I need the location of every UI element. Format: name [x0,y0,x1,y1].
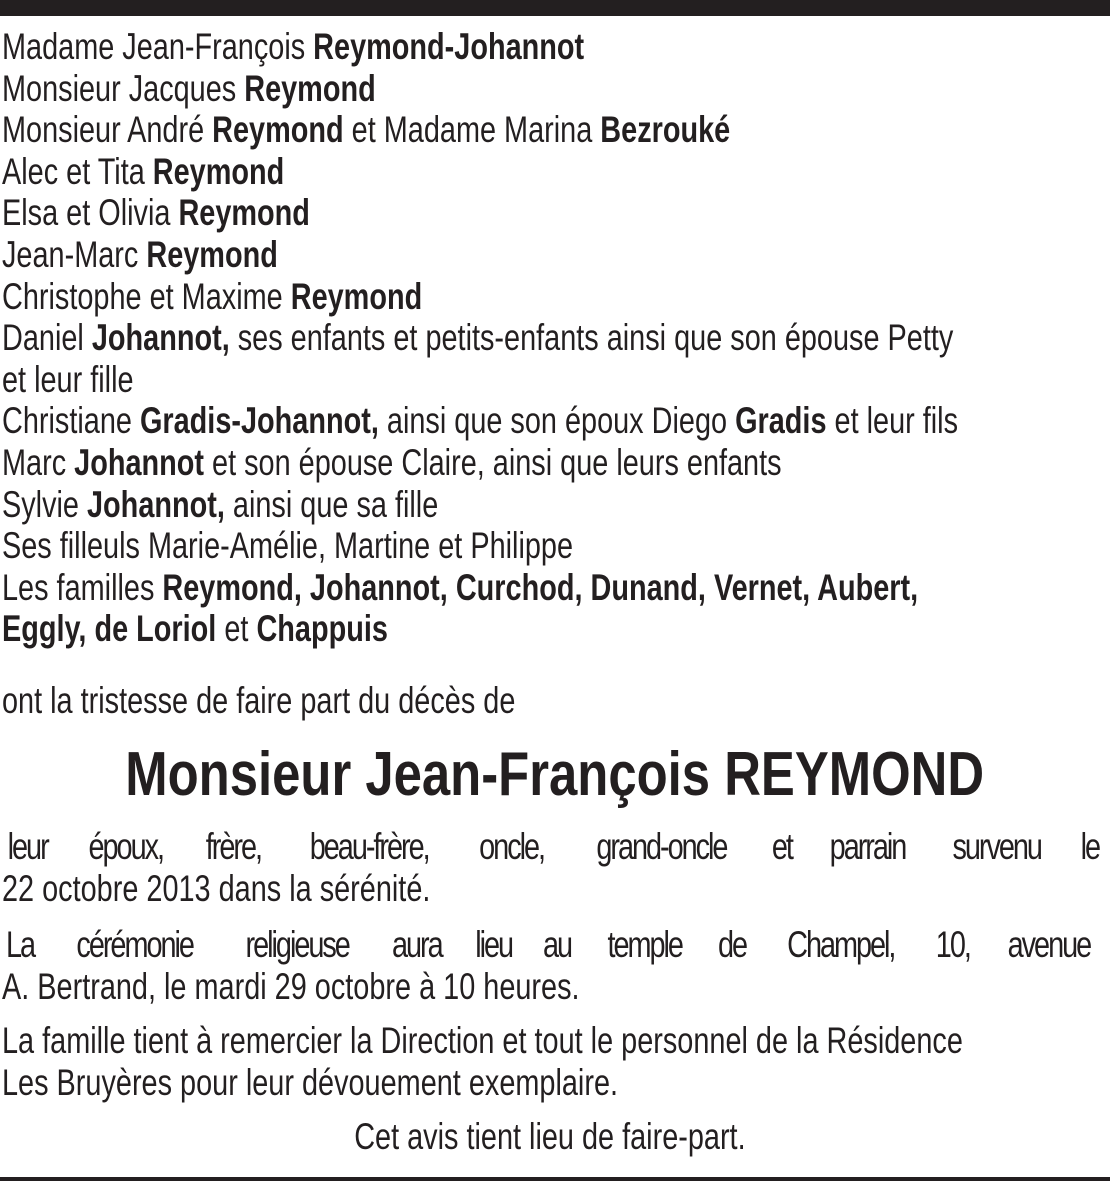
word: grand-oncle [595,826,726,867]
last-line: A. Bertrand, le mardi 29 octobre à 10 heures. [2,966,580,1007]
text-segment: ainsi que sa fille [224,483,439,525]
word: temple [607,924,682,965]
text-segment: ainsi que son époux Diego [378,400,736,442]
paragraph-thanks [2,1020,1102,1104]
family-name: Reymond [146,234,278,275]
word: leur [7,826,48,867]
text-segment: Marc [2,442,75,483]
family-name: Reymond [290,275,423,317]
word: Champel, [786,924,895,965]
word: aura [391,924,442,965]
text-segment: et son épouse Claire, ainsi que leurs enfants [204,442,782,483]
text-segment: et [216,608,257,650]
text-segment: Daniel [2,317,92,359]
text-segment: Monsieur Jacques [2,67,245,109]
word: lieu [475,924,513,965]
text-segment: Christophe et Maxime [2,275,291,317]
announcement-text: ont la tristesse de faire part du décès de [2,680,516,721]
family-line [2,317,953,359]
last-line: Les Bruyères pour leur dévouement exemplaire. [2,1062,619,1103]
family-name: Johannot, [91,317,230,359]
family-line [2,525,573,567]
word: parrain [829,826,906,867]
family-name: Reymond [152,150,285,192]
text-segment: et leur fille [2,358,134,400]
family-line [2,151,284,193]
paragraph-relation [2,826,1102,910]
family-line [2,608,388,650]
word: de [717,924,746,965]
closing-text: Cet avis tient lieu de faire-part. [354,1116,746,1157]
text-segment: Jean-Marc [2,234,147,275]
justified-line [2,826,1102,868]
family-line [2,68,376,110]
last-line: 22 octobre 2013 dans la sérénité. [2,868,431,909]
word: oncle, [479,826,544,867]
top-rule [0,0,1110,16]
family-name: Johannot [74,442,205,483]
family-name: Reymond, Johannot, Curchod, Dunand, Vernet, Aubert, [162,566,919,608]
family-name: Gradis-Johannot, [139,400,379,442]
text-segment: et Madame Marina [343,109,601,151]
family-name: Reymond [244,67,376,109]
justified-line [2,924,1102,966]
family-line [2,26,584,68]
family-line [2,484,438,526]
text-segment: Sylvie [2,483,88,525]
word: La [5,924,35,965]
text-segment: Elsa et Olivia [2,192,179,234]
family-name: Bezrouké [600,109,731,151]
text-segment: et leur fils [826,400,959,442]
word: religieuse [245,924,349,965]
word: le [1080,826,1100,867]
deceased-name: Monsieur Jean-François REYMOND [125,740,985,809]
text-segment: Christiane [2,400,140,442]
family-line [2,234,278,276]
text-segment: Alec et Tita [2,150,153,192]
text-segment: Monsieur André [2,109,213,151]
text-segment: Madame Jean-François [2,26,314,67]
family-name: Reymond [178,192,310,234]
word: survenu [952,826,1042,867]
word: époux, [88,826,163,867]
bottom-rule [0,1177,1110,1181]
word: beau-frère, [309,826,429,867]
text-segment: Les familles [2,566,163,608]
family-name: Eggly, de Loriol [2,608,217,650]
family-line [2,567,918,609]
word: 10, [935,924,970,965]
paragraph-ceremony [2,924,1102,1008]
text-segment: Ses filleuls Marie-Amélie, Martine et Philippe [2,525,574,567]
word: cérémonie [76,924,193,965]
family-line [2,359,134,401]
family-name: Chappuis [256,608,388,650]
family-line [2,109,730,151]
family-name: Reymond-Johannot [313,26,585,67]
family-name: Johannot, [87,483,225,525]
family-line [2,400,958,442]
word: au [543,924,572,965]
word: frère, [205,826,261,867]
text-segment: ses enfants et petits-enfants ainsi que son épouse Petty [229,317,954,359]
line: La famille tient à remercier la Direction et tout le personnel de la Résidence [2,1020,963,1061]
word: avenue [1007,924,1091,965]
family-line [2,276,422,318]
family-name: Gradis [735,400,827,442]
family-line [2,442,782,484]
family-line [2,192,310,234]
family-name: Reymond [212,109,344,151]
word: et [771,826,792,867]
